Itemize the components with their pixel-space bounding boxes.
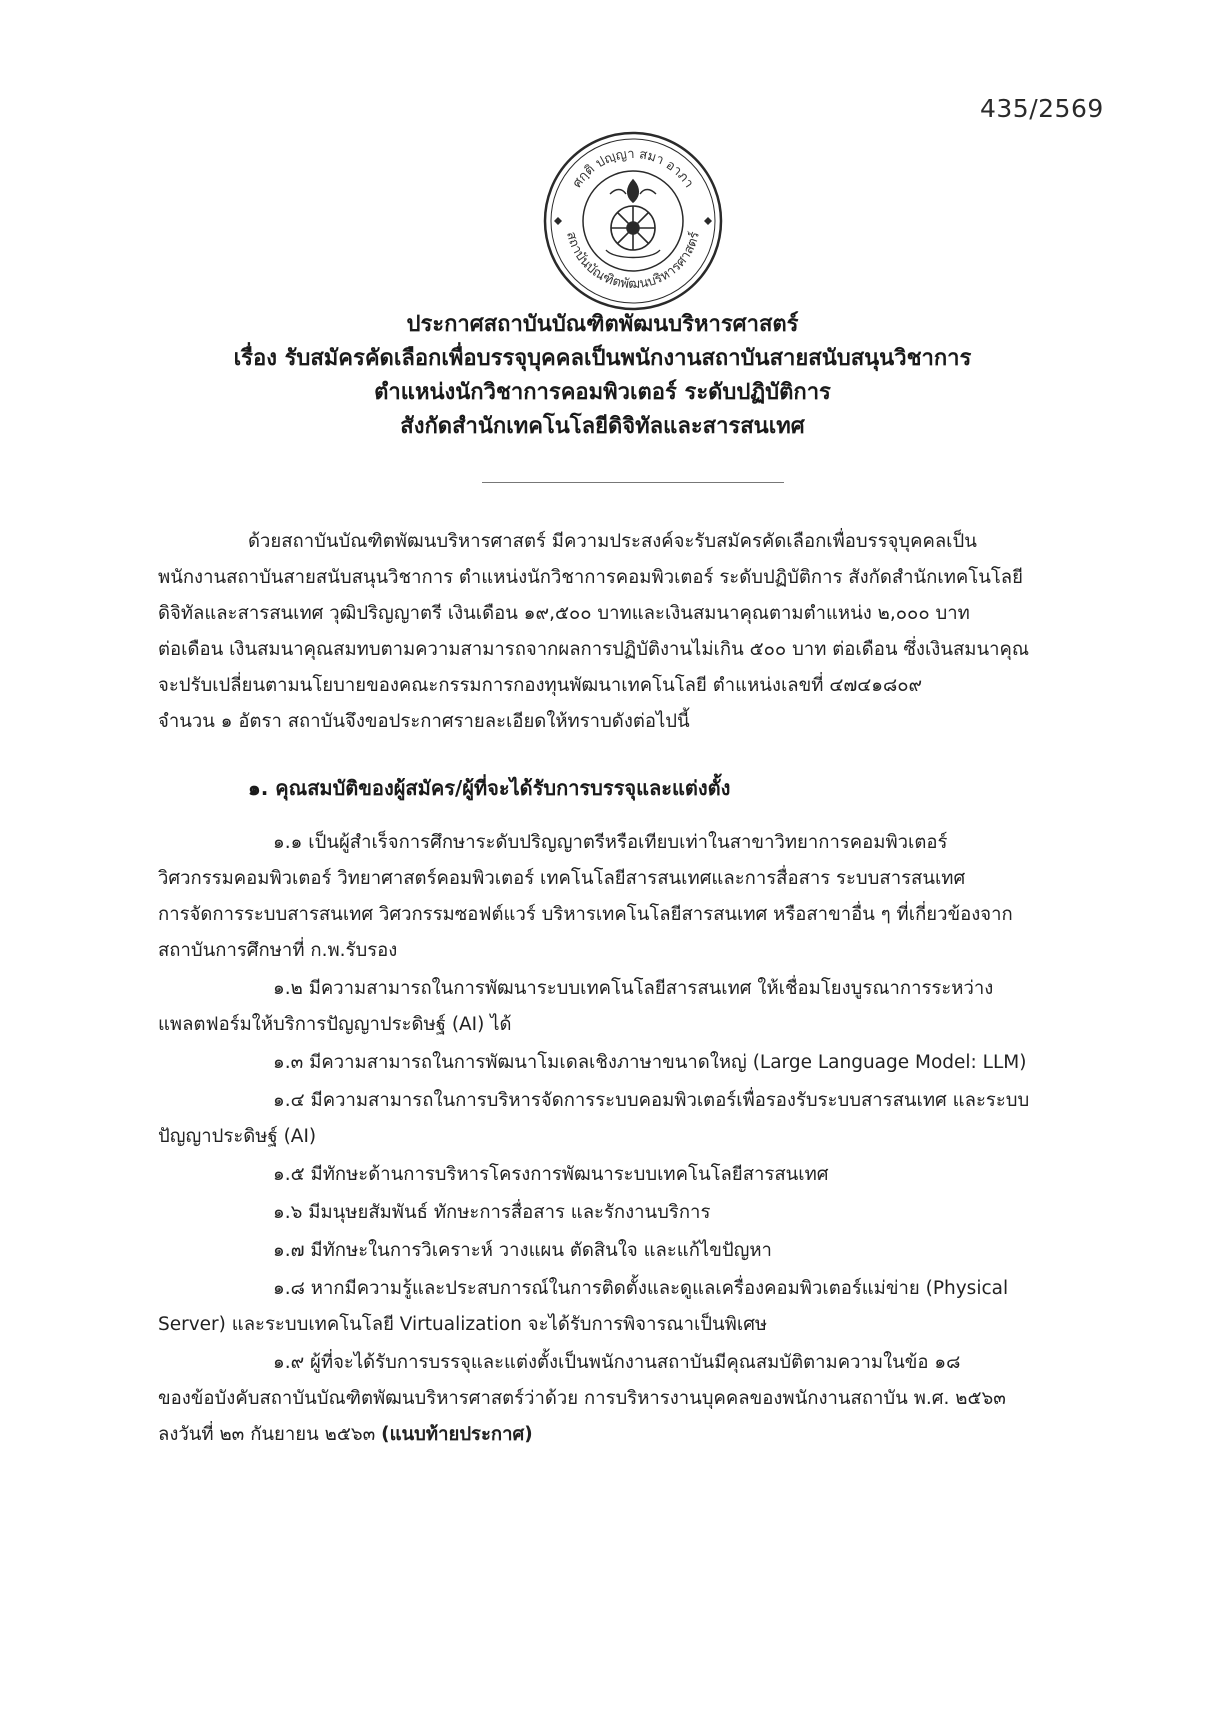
- qualification-line: วิศวกรรมคอมพิวเตอร์ วิทยาศาสตร์คอมพิวเตอร์ เทคโนโลยีสารสนเทศและการสื่อสาร ระบบสารสนเทศ: [158, 868, 966, 889]
- section-1-heading: ๑. คุณสมบัติของผู้สมัคร/ผู้ที่จะได้รับการบรรจุและแต่งตั้ง: [248, 776, 731, 800]
- qualification-item: [158, 1195, 1108, 1231]
- qualification-line: ๑.๑ เป็นผู้สำเร็จการศึกษาระดับปริญญาตรีหรือเทียบเท่าในสาขาวิทยาการคอมพิวเตอร์: [273, 832, 948, 853]
- qualification-item: [158, 1233, 1108, 1269]
- intro-line: จำนวน ๑ อัตรา สถาบันจึงขอประกาศรายละเอียดให้ทราบดังต่อไปนี้: [158, 711, 690, 732]
- nida-seal-emblem: [540, 128, 726, 314]
- qualification-line: ของข้อบังคับสถาบันบัณฑิตพัฒนบริหารศาสตร์ว่าด้วย การบริหารงานบุคคลของพนักงานสถาบัน พ.ศ. ๒๕๖๓: [158, 1388, 1006, 1409]
- qualification-line: ๑.๕ มีทักษะด้านการบริหารโครงการพัฒนาระบบเทคโนโลยีสารสนเทศ: [273, 1164, 829, 1185]
- qualification-line: ๑.๓ มีความสามารถในการพัฒนาโมเดลเชิงภาษาขนาดใหญ่ (Large Language Model: LLM): [273, 1052, 1027, 1073]
- announcement-title: ประกาศสถาบันบัณฑิตพัฒนบริหารศาสตร์: [406, 312, 799, 337]
- qualification-line: แพลตฟอร์มให้บริการปัญญาประดิษฐ์ (AI) ได้: [158, 1014, 512, 1035]
- intro-line: ต่อเดือน เงินสมนาคุณสมทบตามความสามารถจากผลการปฏิบัติงานไม่เกิน ๕๐๐ บาท ต่อเดือน ซึ่งเงินสมนาคุณ: [158, 639, 1030, 660]
- qualification-item: [158, 1271, 1108, 1343]
- intro-line: ดิจิทัลและสารสนเทศ วุฒิปริญญาตรี เงินเดือน ๑๙,๕๐๐ บาทและเงินสมนาคุณตามตำแหน่ง ๒,๐๐๐ บาท: [158, 603, 970, 624]
- seal-top-text: ศกฺติ ปญฺญา สมา อาภา: [569, 146, 697, 191]
- announcement-title-block: [120, 308, 1085, 444]
- announcement-subject: เรื่อง รับสมัครคัดเลือกเพื่อบรรจุบุคคลเป็นพนักงานสถาบันสายสนับสนุนวิชาการ: [233, 346, 972, 371]
- qualification-line: ๑.๖ มีมนุษยสัมพันธ์ ทักษะการสื่อสาร และรักงานบริการ: [273, 1202, 711, 1223]
- dharma-wheel-icon: [606, 180, 660, 258]
- title-divider: [482, 482, 784, 483]
- intro-line: ด้วยสถาบันบัณฑิตพัฒนบริหารศาสตร์ มีความประสงค์จะรับสมัครคัดเลือกเพื่อบรรจุบุคคลเป็น: [248, 531, 977, 552]
- qualification-line: ๑.๒ มีความสามารถในการพัฒนาระบบเทคโนโลยีสารสนเทศ ให้เชื่อมโยงบูรณาการระหว่าง: [273, 978, 994, 999]
- qualification-item: [158, 825, 1108, 969]
- qualification-line: ๑.๗ มีทักษะในการวิเคราะห์ วางแผน ตัดสินใจ และแก้ไขปัญหา: [273, 1240, 772, 1261]
- qualification-line-text: ลงวันที่ ๒๓ กันยายน ๒๕๖๓: [158, 1424, 376, 1445]
- department-title: สังกัดสำนักเทคโนโลยีดิจิทัลและสารสนเทศ: [400, 414, 805, 439]
- intro-line: พนักงานสถาบันสายสนับสนุนวิชาการ ตำแหน่งนักวิชาการคอมพิวเตอร์ ระดับปฏิบัติการ สังกัดสำนักเทคโนโลยี: [158, 567, 1023, 588]
- document-number: 435/2569: [980, 94, 1104, 123]
- qualification-item: [158, 1157, 1108, 1193]
- qualification-line: ๑.๘ หากมีความรู้และประสบการณ์ในการติดตั้งและดูแลเครื่องคอมพิวเตอร์แม่ข่าย (Physical: [273, 1278, 1009, 1299]
- intro-line: จะปรับเปลี่ยนตามนโยบายของคณะกรรมการกองทุนพัฒนาเทคโนโลยี ตำแหน่งเลขที่ ๔๗๔๑๘๐๙: [158, 675, 923, 696]
- attachment-note: (แนบท้ายประกาศ): [381, 1424, 533, 1445]
- qualification-item: [158, 971, 1108, 1043]
- qualification-item: [158, 1345, 1108, 1453]
- qualification-item: [158, 1045, 1108, 1081]
- qualification-last-line: [158, 1417, 1108, 1453]
- qualification-line: ๑.๔ มีความสามารถในการบริหารจัดการระบบคอมพิวเตอร์เพื่อรองรับระบบสารสนเทศ และระบบ: [273, 1090, 1030, 1111]
- seal-bottom-text: สถาบันบัณฑิตพัฒนบริหารศาสตร์: [563, 230, 703, 293]
- qualification-line: Server) และระบบเทคโนโลยี Virtualization จะได้รับการพิจารณาเป็นพิเศษ: [158, 1314, 768, 1335]
- qualification-line: ปัญญาประดิษฐ์ (AI): [158, 1126, 317, 1147]
- qualification-line: ๑.๙ ผู้ที่จะได้รับการบรรจุและแต่งตั้งเป็นพนักงานสถาบันมีคุณสมบัติตามความในข้อ ๑๘: [273, 1352, 961, 1373]
- qualification-line: สถาบันการศึกษาที่ ก.พ.รับรอง: [158, 940, 398, 961]
- qualifications-list: [158, 825, 1108, 1455]
- intro-paragraph: [158, 524, 1108, 740]
- position-title: ตำแหน่งนักวิชาการคอมพิวเตอร์ ระดับปฏิบัติการ: [374, 380, 831, 405]
- qualification-line: การจัดการระบบสารสนเทศ วิศวกรรมซอฟต์แวร์ บริหารเทคโนโลยีสารสนเทศ หรือสาขาอื่น ๆ ที่เกี่ยวข้องจาก: [158, 904, 1013, 925]
- qualification-item: [158, 1083, 1108, 1155]
